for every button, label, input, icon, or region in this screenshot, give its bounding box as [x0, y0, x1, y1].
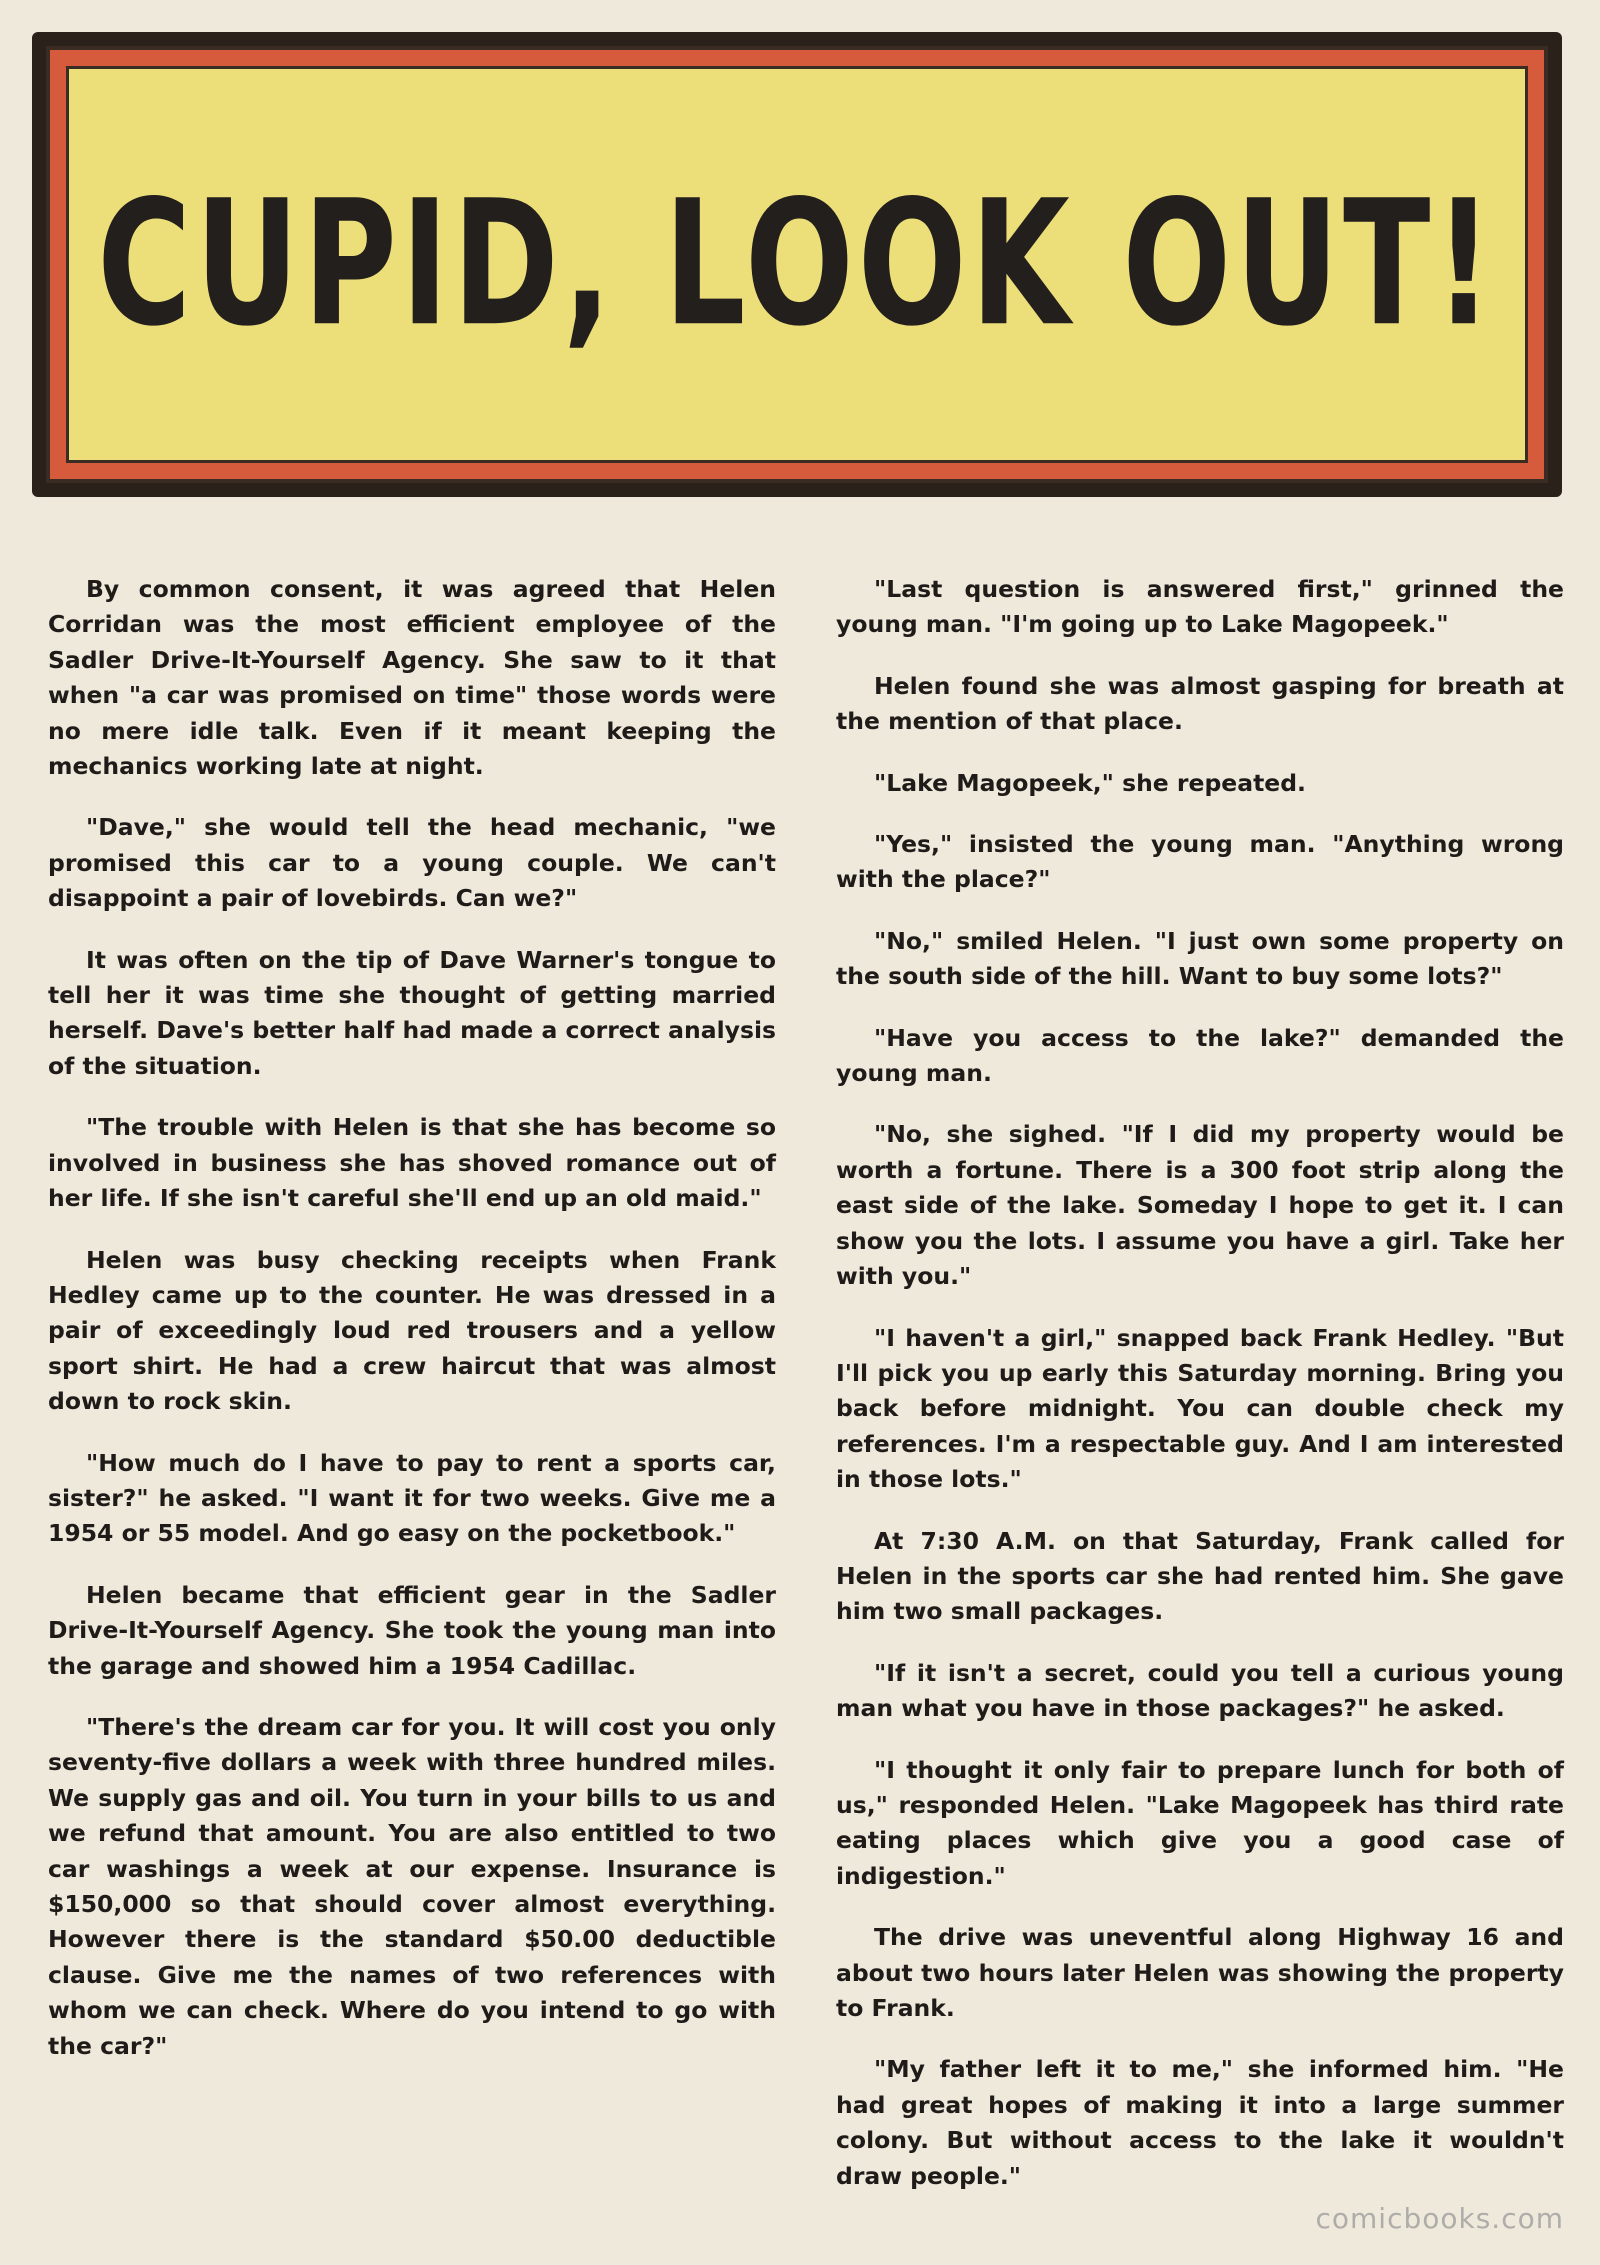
paragraph: "There's the dream car for you. It will cost you only seventy-five dollars a week with three hundred miles. We supply gas and oil. You turn in your bills to us and we refund that amount. You are also entitled to two car washings a week at our expense. Insurance is $150,000 so that should cover almost everything. However there is the standard $50.00 deductible clause. Give me the names of two references with whom we can check. Where do you intend to go with the car?" — [48, 1712, 776, 2060]
site-watermark: comicbooks.com — [1315, 2202, 1564, 2235]
paragraph: "The trouble with Helen is that she has become so involved in business she has shoved romance out of her life. If she isn't careful she'll end up an old maid." — [48, 1113, 776, 1213]
paragraph: "How much do I have to pay to rent a sports car, sister?" he asked. "I want it for two weeks. Give me a 1954 or 55 model. And go easy on the pocketbook." — [48, 1448, 776, 1548]
title-banner — [32, 32, 1562, 497]
paragraph: "If it isn't a secret, could you tell a curious young man what you have in those packages?" he asked. — [836, 1658, 1564, 1723]
paragraph: "I haven't a girl," snapped back Frank Hedley. "But I'll pick you up early this Saturday morning. Bring you back before midnight. You can double check my references. I'm a respectable guy. And I am interested in those lots." — [836, 1323, 1564, 1494]
paragraph: "I thought it only fair to prepare lunch for both of us," responded Helen. "Lake Magopeek has third rate eating places which give you a good case of indigestion." — [836, 1755, 1564, 1890]
paragraph: "Yes," insisted the young man. "Anything wrong with the place?" — [836, 830, 1564, 894]
paragraph: Helen found she was almost gasping for breath at the mention of that place. — [836, 671, 1564, 736]
title-banner-inner — [66, 66, 1528, 463]
paragraph: Helen was busy checking receipts when Frank Hedley came up to the counter. He was dressed in a pair of exceedingly loud red trousers and a yellow sport shirt. He had a crew haircut that was almost down to rock skin. — [48, 1245, 776, 1416]
paragraph: "No," smiled Helen. "I just own some property on the south side of the hill. Want to buy some lots?" — [836, 926, 1564, 991]
paragraph: The drive was uneventful along Highway 16 and about two hours later Helen was showing the property to Frank. — [836, 1923, 1564, 2022]
paragraph: At 7:30 A.M. on that Saturday, Frank called for Helen in the sports car she had rented him. She gave him two small packages. — [836, 1526, 1564, 1626]
paragraph: By common consent, it was agreed that Helen Corridan was the most efficient employee of the Sadler Drive-It-Yourself Agency. She saw to it that when "a car was promised on time" those words were no mere idle talk. Even if it meant keeping the mechanics working late at night. — [48, 575, 776, 781]
paragraph: "Have you access to the lake?" demanded the young man. — [836, 1023, 1564, 1088]
paragraph: "My father left it to me," she informed him. "He had great hopes of making it into a large summer colony. But without access to the lake it wouldn't draw people." — [836, 2055, 1564, 2190]
story-columns — [48, 572, 1564, 2232]
paragraph: "Last question is answered first," grinned the young man. "I'm going up to Lake Magopeek." — [836, 575, 1564, 639]
left-column — [48, 572, 776, 2232]
paragraph: "No, she sighed. "If I did my property would be worth a fortune. There is a 300 foot strip along the east side of the lake. Someday I hope to get it. I can show you the lots. I assume you have a girl. Take her with you." — [836, 1120, 1564, 1291]
right-column — [836, 572, 1564, 2232]
story-title: CUPID, LOOK OUT! — [97, 163, 1497, 366]
paragraph: "Dave," she would tell the head mechanic, "we promised this car to a young couple. We can't disappoint a pair of lovebirds. Can we?" — [48, 813, 776, 913]
paragraph: Helen became that efficient gear in the Sadler Drive-It-Yourself Agency. She took the young man into the garage and showed him a 1954 Cadillac. — [48, 1580, 776, 1680]
paragraph: It was often on the tip of Dave Warner's tongue to tell her it was time she thought of getting married herself. Dave's better half had made a correct analysis of the situation. — [48, 945, 776, 1080]
paragraph: "Lake Magopeek," she repeated. — [874, 768, 1306, 797]
